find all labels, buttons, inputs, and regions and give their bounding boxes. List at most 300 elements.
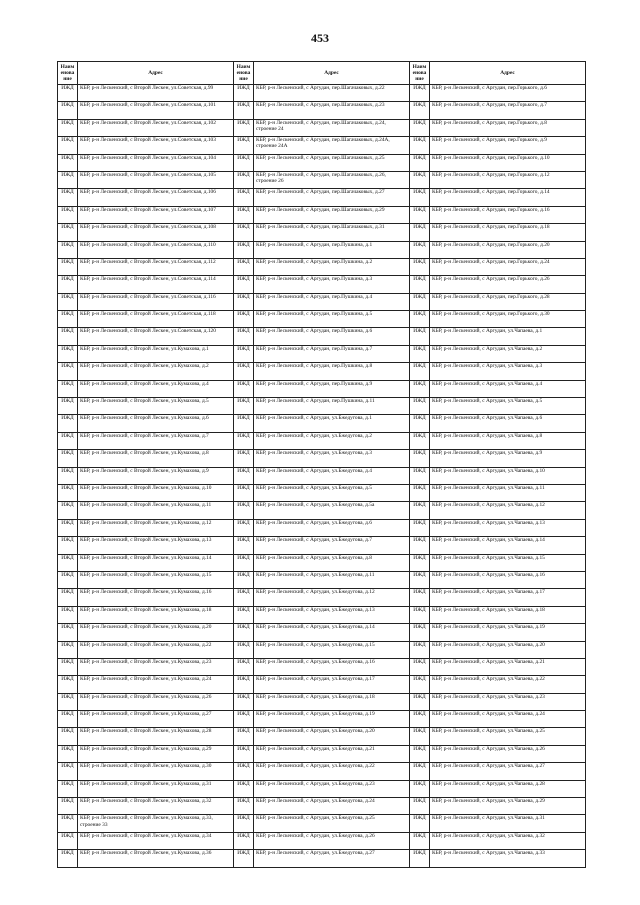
table-row [58,780,586,797]
object-type-cell: ИЖД [234,241,254,258]
object-type-cell: ИЖД [234,589,254,606]
address-cell: КБР, р-н Лескенский, с Второй Лескен, ул.Кумахова, д.29 [78,745,234,762]
address-cell: КБР, р-н Лескенский, с Аргудан, пер.Пушкина, д.1 [254,241,410,258]
address-cell: КБР, р-н Лескенский, с Аргудан, ул.Чапаева, д.13 [430,519,586,536]
object-type-cell: ИЖД [58,415,78,432]
address-cell: КБР, р-н Лескенский, с Второй Лескен, ул.Советская, д.116 [78,293,234,310]
object-type-cell: ИЖД [234,467,254,484]
header-address-3: Адрес [430,62,586,85]
object-type-cell: ИЖД [58,815,78,832]
table-row [58,363,586,380]
page-number: 453 [311,31,329,45]
object-type-cell: ИЖД [58,676,78,693]
address-cell: КБР, р-н Лескенский, с Второй Лескен, ул.Советская, д.114 [78,276,234,293]
object-type-cell: ИЖД [234,815,254,832]
object-type-cell: ИЖД [234,728,254,745]
table-row [58,398,586,415]
object-type-cell: ИЖД [234,415,254,432]
object-type-cell: ИЖД [410,398,430,415]
address-cell: КБР, р-н Лескенский, с Аргудан, ул.Чапаева, д.24 [430,711,586,728]
address-cell: КБР, р-н Лескенский, с Аргудан, ул.Чапаева, д.9 [430,450,586,467]
address-cell: КБР, р-н Лескенский, с Аргудан, ул.Бжедугова, д.3 [254,450,410,467]
object-type-cell: ИЖД [58,363,78,380]
address-cell: КБР, р-н Лескенский, с Аргудан, ул.Чапаева, д.10 [430,467,586,484]
address-cell: КБР, р-н Лескенский, с Второй Лескен, ул.Кумахова, д.31 [78,780,234,797]
object-type-cell: ИЖД [234,658,254,675]
object-type-cell: ИЖД [58,537,78,554]
header-name-3: Наим енова ние [410,62,430,85]
object-type-cell: ИЖД [234,345,254,362]
object-type-cell: ИЖД [58,328,78,345]
address-cell: КБР, р-н Лескенский, с Аргудан, ул.Чапаева, д.23 [430,693,586,710]
object-type-cell: ИЖД [58,502,78,519]
object-type-cell: ИЖД [58,571,78,588]
address-cell: КБР, р-н Лескенский, с Аргудан, ул.Бжедугова, д.25 [254,815,410,832]
address-cell: КБР, р-н Лескенский, с Аргудан, пер.Пушкина, д.3 [254,276,410,293]
object-type-cell: ИЖД [410,189,430,206]
object-type-cell: ИЖД [58,850,78,867]
address-cell: КБР, р-н Лескенский, с Второй Лескен, ул.Кумахова, д.8 [78,450,234,467]
address-cell: КБР, р-н Лескенский, с Аргудан, пер.Горького, д.20 [430,241,586,258]
address-cell: КБР, р-н Лескенский, с Второй Лескен, ул.Кумахова, д.12 [78,519,234,536]
object-type-cell: ИЖД [58,276,78,293]
address-cell: КБР, р-н Лескенский, с Второй Лескен, ул.Кумахова, д.1 [78,345,234,362]
object-type-cell: ИЖД [58,137,78,154]
object-type-cell: ИЖД [410,154,430,171]
address-cell: КБР, р-н Лескенский, с Второй Лескен, ул.Советская, д.103 [78,137,234,154]
object-type-cell: ИЖД [58,345,78,362]
table-body [58,85,586,868]
object-type-cell: ИЖД [58,519,78,536]
table-row [58,241,586,258]
object-type-cell: ИЖД [410,606,430,623]
table-row [58,345,586,362]
address-cell: КБР, р-н Лескенский, с Аргудан, пер.Горького, д.10 [430,154,586,171]
table-row [58,293,586,310]
object-type-cell: ИЖД [410,537,430,554]
object-type-cell: ИЖД [410,589,430,606]
object-type-cell: ИЖД [234,519,254,536]
address-cell: КБР, р-н Лескенский, с Аргудан, пер.Шагачаковых, д.31 [254,224,410,241]
address-cell: КБР, р-н Лескенский, с Аргудан, пер.Пушкина, д.9 [254,380,410,397]
table-row [58,450,586,467]
object-type-cell: ИЖД [410,502,430,519]
address-cell: КБР, р-н Лескенский, с Второй Лескен, ул.Кумахова, д.22 [78,641,234,658]
address-cell: КБР, р-н Лескенский, с Аргудан, ул.Бжедугова, д.18 [254,693,410,710]
object-type-cell: ИЖД [410,345,430,362]
object-type-cell: ИЖД [234,554,254,571]
object-type-cell: ИЖД [410,519,430,536]
address-cell: КБР, р-н Лескенский, с Аргудан, пер.Пушкина, д.5 [254,311,410,328]
address-cell: КБР, р-н Лескенский, с Второй Лескен, ул.Кумахова, д.11 [78,502,234,519]
address-cell: КБР, р-н Лескенский, с Аргудан, ул.Бжедугова, д.7 [254,537,410,554]
object-type-cell: ИЖД [410,571,430,588]
table-row [58,119,586,136]
table-row [58,206,586,223]
address-cell: КБР, р-н Лескенский, с Аргудан, ул.Чапаева, д.31 [430,815,586,832]
object-type-cell: ИЖД [410,484,430,501]
address-cell: КБР, р-н Лескенский, с Аргудан, ул.Бжедугова, д.19 [254,711,410,728]
address-cell: КБР, р-н Лескенский, с Второй Лескен, ул.Кумахова, д.18 [78,606,234,623]
address-cell: КБР, р-н Лескенский, с Аргудан, ул.Бжедугова, д.17 [254,676,410,693]
object-type-cell: ИЖД [58,589,78,606]
table-row [58,606,586,623]
address-cell: КБР, р-н Лескенский, с Второй Лескен, ул.Кумахова, д.10 [78,484,234,501]
address-cell: КБР, р-н Лескенский, с Аргудан, пер.Горького, д.18 [430,224,586,241]
object-type-cell: ИЖД [410,850,430,867]
table-row [58,137,586,154]
address-cell: КБР, р-н Лескенский, с Второй Лескен, ул.Кумахова, д.34 [78,832,234,849]
address-cell: КБР, р-н Лескенский, с Аргудан, ул.Бжедугова, д.8 [254,554,410,571]
address-cell: КБР, р-н Лескенский, с Второй Лескен, ул.Советская, д.120 [78,328,234,345]
address-cell: КБР, р-н Лескенский, с Аргудан, ул.Бжедугова, д.22 [254,763,410,780]
object-type-cell: ИЖД [234,137,254,154]
object-type-cell: ИЖД [234,450,254,467]
object-type-cell: ИЖД [58,554,78,571]
object-type-cell: ИЖД [234,502,254,519]
table-row [58,711,586,728]
address-cell: КБР, р-н Лескенский, с Второй Лескен, ул.Кумахова, д.26 [78,693,234,710]
table-row [58,624,586,641]
address-cell: КБР, р-н Лескенский, с Аргудан, ул.Чапаева, д.33 [430,850,586,867]
object-type-cell: ИЖД [58,102,78,119]
object-type-cell: ИЖД [410,798,430,815]
address-cell: КБР, р-н Лескенский, с Второй Лескен, ул.Советская, д.107 [78,206,234,223]
address-cell: КБР, р-н Лескенский, с Аргудан, ул.Чапаева, д.5 [430,398,586,415]
table-row [58,467,586,484]
address-cell: КБР, р-н Лескенский, с Аргудан, ул.Бжедугова, д.13 [254,606,410,623]
object-type-cell: ИЖД [58,711,78,728]
object-type-cell: ИЖД [410,206,430,223]
object-type-cell: ИЖД [58,311,78,328]
object-type-cell: ИЖД [410,380,430,397]
table-row [58,258,586,275]
object-type-cell: ИЖД [234,484,254,501]
object-type-cell: ИЖД [58,467,78,484]
address-cell: КБР, р-н Лескенский, с Аргудан, ул.Бжедугова, д.26 [254,832,410,849]
object-type-cell: ИЖД [234,398,254,415]
address-cell: КБР, р-н Лескенский, с Аргудан, ул.Бжедугова, д.24 [254,798,410,815]
address-cell: КБР, р-н Лескенский, с Аргудан, пер.Горького, д.7 [430,102,586,119]
table-row [58,554,586,571]
object-type-cell: ИЖД [58,745,78,762]
address-cell: КБР, р-н Лескенский, с Аргудан, пер.Шагачаковых, д.26, строение 26 [254,171,410,188]
address-cell: КБР, р-н Лескенский, с Аргудан, пер.Шагачаковых, д.25 [254,154,410,171]
address-cell: КБР, р-н Лескенский, с Второй Лескен, ул.Кумахова, д.5 [78,398,234,415]
object-type-cell: ИЖД [58,224,78,241]
object-type-cell: ИЖД [410,363,430,380]
object-type-cell: ИЖД [58,728,78,745]
object-type-cell: ИЖД [58,641,78,658]
header-address-2: Адрес [254,62,410,85]
header-address-1: Адрес [78,62,234,85]
address-cell: КБР, р-н Лескенский, с Второй Лескен, ул.Кумахова, д.7 [78,432,234,449]
table-row [58,728,586,745]
object-type-cell: ИЖД [234,363,254,380]
object-type-cell: ИЖД [58,798,78,815]
table-row [58,798,586,815]
address-cell: КБР, р-н Лескенский, с Второй Лескен, ул.Советская, д.118 [78,311,234,328]
address-cell: КБР, р-н Лескенский, с Второй Лескен, ул.Кумахова, д.6 [78,415,234,432]
object-type-cell: ИЖД [410,763,430,780]
object-type-cell: ИЖД [234,224,254,241]
table-row [58,850,586,867]
address-cell: КБР, р-н Лескенский, с Аргудан, ул.Чапаева, д.11 [430,484,586,501]
address-cell: КБР, р-н Лескенский, с Второй Лескен, ул.Кумахова, д.30 [78,763,234,780]
object-type-cell: ИЖД [234,154,254,171]
object-type-cell: ИЖД [410,658,430,675]
object-type-cell: ИЖД [234,624,254,641]
object-type-cell: ИЖД [410,137,430,154]
table-row [58,693,586,710]
address-cell: КБР, р-н Лескенский, с Второй Лескен, ул.Советская, д.105 [78,171,234,188]
table-row [58,519,586,536]
address-cell: КБР, р-н Лескенский, с Аргудан, пер.Горького, д.28 [430,293,586,310]
table-row [58,415,586,432]
address-cell: КБР, р-н Лескенский, с Аргудан, ул.Бжедугова, д.11 [254,571,410,588]
table-row [58,432,586,449]
address-cell: КБР, р-н Лескенский, с Аргудан, ул.Чапаева, д.14 [430,537,586,554]
object-type-cell: ИЖД [410,311,430,328]
address-cell: КБР, р-н Лескенский, с Аргудан, пер.Шагачаковых, д.29 [254,206,410,223]
table-row [58,537,586,554]
object-type-cell: ИЖД [410,745,430,762]
address-cell: КБР, р-н Лескенский, с Аргудан, пер.Пушкина, д.6 [254,328,410,345]
object-type-cell: ИЖД [234,537,254,554]
table-row [58,571,586,588]
address-cell: КБР, р-н Лескенский, с Второй Лескен, ул.Кумахова, д.33, строение 33 [78,815,234,832]
object-type-cell: ИЖД [58,189,78,206]
object-type-cell: ИЖД [410,241,430,258]
table-row [58,763,586,780]
object-type-cell: ИЖД [410,450,430,467]
header-name-1: Наим енова ние [58,62,78,85]
address-cell: КБР, р-н Лескенский, с Второй Лескен, ул.Советская, д.108 [78,224,234,241]
address-cell: КБР, р-н Лескенский, с Второй Лескен, ул.Кумахова, д.20 [78,624,234,641]
address-table [57,61,586,868]
object-type-cell: ИЖД [234,432,254,449]
address-cell: КБР, р-н Лескенский, с Аргудан, пер.Горького, д.8 [430,119,586,136]
address-cell: КБР, р-н Лескенский, с Аргудан, ул.Чапаева, д.28 [430,780,586,797]
address-cell: КБР, р-н Лескенский, с Аргудан, пер.Горького, д.9 [430,137,586,154]
object-type-cell: ИЖД [58,606,78,623]
object-type-cell: ИЖД [234,606,254,623]
address-cell: КБР, р-н Лескенский, с Второй Лескен, ул.Кумахова, д.13 [78,537,234,554]
address-cell: КБР, р-н Лескенский, с Аргудан, ул.Чапаева, д.19 [430,624,586,641]
address-cell: КБР, р-н Лескенский, с Аргудан, ул.Чапаева, д.18 [430,606,586,623]
object-type-cell: ИЖД [58,780,78,797]
object-type-cell: ИЖД [234,293,254,310]
table-row [58,502,586,519]
address-cell: КБР, р-н Лескенский, с Аргудан, ул.Чапаева, д.32 [430,832,586,849]
address-cell: КБР, р-н Лескенский, с Аргудан, ул.Чапаева, д.2 [430,345,586,362]
address-cell: КБР, р-н Лескенский, с Аргудан, пер.Горького, д.26 [430,276,586,293]
table-row [58,171,586,188]
address-cell: КБР, р-н Лескенский, с Аргудан, пер.Горького, д.16 [430,206,586,223]
address-cell: КБР, р-н Лескенский, с Аргудан, пер.Горького, д.24 [430,258,586,275]
object-type-cell: ИЖД [234,798,254,815]
address-cell: КБР, р-н Лескенский, с Аргудан, ул.Чапаева, д.6 [430,415,586,432]
address-cell: КБР, р-н Лескенский, с Аргудан, ул.Бжедугова, д.2 [254,432,410,449]
table-row [58,589,586,606]
address-cell: КБР, р-н Лескенский, с Аргудан, ул.Чапаева, д.12 [430,502,586,519]
object-type-cell: ИЖД [234,832,254,849]
table-row [58,102,586,119]
address-cell: КБР, р-н Лескенский, с Второй Лескен, ул.Советская, д.110 [78,241,234,258]
address-cell: КБР, р-н Лескенский, с Аргудан, ул.Чапаева, д.8 [430,432,586,449]
address-cell: КБР, р-н Лескенский, с Второй Лескен, ул.Кумахова, д.23 [78,658,234,675]
table-row [58,311,586,328]
table-row [58,658,586,675]
table-row [58,641,586,658]
object-type-cell: ИЖД [234,311,254,328]
object-type-cell: ИЖД [58,398,78,415]
table-row [58,154,586,171]
object-type-cell: ИЖД [410,624,430,641]
address-cell: КБР, р-н Лескенский, с Аргудан, ул.Бжедугова, д.27 [254,850,410,867]
address-cell: КБР, р-н Лескенский, с Второй Лескен, ул.Кумахова, д.36 [78,850,234,867]
object-type-cell: ИЖД [58,432,78,449]
object-type-cell: ИЖД [58,380,78,397]
object-type-cell: ИЖД [234,641,254,658]
address-cell: КБР, р-н Лескенский, с Аргудан, ул.Бжедугова, д.5а [254,502,410,519]
object-type-cell: ИЖД [410,258,430,275]
object-type-cell: ИЖД [58,693,78,710]
address-cell: КБР, р-н Лескенский, с Второй Лескен, ул.Кумахова, д.28 [78,728,234,745]
object-type-cell: ИЖД [410,102,430,119]
object-type-cell: ИЖД [234,380,254,397]
table-row [58,676,586,693]
address-cell: КБР, р-н Лескенский, с Аргудан, пер.Горького, д.6 [430,85,586,102]
table-header-row [58,62,586,85]
address-cell: КБР, р-н Лескенский, с Аргудан, пер.Пушкина, д.2 [254,258,410,275]
address-cell: КБР, р-н Лескенский, с Аргудан, ул.Чапаева, д.15 [430,554,586,571]
address-cell: КБР, р-н Лескенский, с Второй Лескен, ул.Кумахова, д.4 [78,380,234,397]
address-cell: КБР, р-н Лескенский, с Аргудан, ул.Чапаева, д.3 [430,363,586,380]
address-cell: КБР, р-н Лескенский, с Аргудан, пер.Горького, д.30 [430,311,586,328]
object-type-cell: ИЖД [410,224,430,241]
object-type-cell: ИЖД [58,119,78,136]
object-type-cell: ИЖД [410,276,430,293]
object-type-cell: ИЖД [410,693,430,710]
address-cell: КБР, р-н Лескенский, с Второй Лескен, ул.Советская, д.106 [78,189,234,206]
address-cell: КБР, р-н Лескенский, с Второй Лескен, ул.Кумахова, д.14 [78,554,234,571]
object-type-cell: ИЖД [234,171,254,188]
address-cell: КБР, р-н Лескенский, с Второй Лескен, ул.Советская, д.104 [78,154,234,171]
address-cell: КБР, р-н Лескенский, с Аргудан, ул.Чапаева, д.27 [430,763,586,780]
object-type-cell: ИЖД [234,676,254,693]
address-cell: КБР, р-н Лескенский, с Аргудан, пер.Шагачаковых, д.24А, строение 24А [254,137,410,154]
object-type-cell: ИЖД [234,189,254,206]
address-cell: КБР, р-н Лескенский, с Второй Лескен, ул.Советская, д.112 [78,258,234,275]
address-cell: КБР, р-н Лескенский, с Второй Лескен, ул.Кумахова, д.15 [78,571,234,588]
table-row [58,276,586,293]
object-type-cell: ИЖД [234,102,254,119]
table-row [58,380,586,397]
object-type-cell: ИЖД [58,154,78,171]
table-row [58,745,586,762]
address-cell: КБР, р-н Лескенский, с Аргудан, ул.Чапаева, д.25 [430,728,586,745]
address-cell: КБР, р-н Лескенский, с Аргудан, ул.Бжедугова, д.12 [254,589,410,606]
address-cell: КБР, р-н Лескенский, с Аргудан, ул.Чапаева, д.1 [430,328,586,345]
object-type-cell: ИЖД [234,85,254,102]
address-cell: КБР, р-н Лескенский, с Второй Лескен, ул.Советская, д.99 [78,85,234,102]
table-row [58,328,586,345]
header-name-2: Наим енова ние [234,62,254,85]
address-cell: КБР, р-н Лескенский, с Второй Лескен, ул.Кумахова, д.27 [78,711,234,728]
address-cell: КБР, р-н Лескенский, с Второй Лескен, ул.Советская, д.102 [78,119,234,136]
address-cell: КБР, р-н Лескенский, с Аргудан, пер.Горького, д.12 [430,171,586,188]
address-cell: КБР, р-н Лескенский, с Аргудан, пер.Пушкина, д.11 [254,398,410,415]
address-cell: КБР, р-н Лескенский, с Аргудан, пер.Пушкина, д.7 [254,345,410,362]
object-type-cell: ИЖД [58,450,78,467]
address-cell: КБР, р-н Лескенский, с Аргудан, ул.Чапаева, д.29 [430,798,586,815]
object-type-cell: ИЖД [58,624,78,641]
object-type-cell: ИЖД [234,206,254,223]
address-cell: КБР, р-н Лескенский, с Второй Лескен, ул.Кумахова, д.16 [78,589,234,606]
object-type-cell: ИЖД [234,711,254,728]
object-type-cell: ИЖД [410,815,430,832]
address-cell: КБР, р-н Лескенский, с Аргудан, пер.Шагачаковых, д.27 [254,189,410,206]
address-cell: КБР, р-н Лескенский, с Аргудан, ул.Бжедугова, д.16 [254,658,410,675]
object-type-cell: ИЖД [410,467,430,484]
object-type-cell: ИЖД [234,763,254,780]
address-cell: КБР, р-н Лескенский, с Аргудан, ул.Бжедугова, д.1 [254,415,410,432]
address-cell: КБР, р-н Лескенский, с Второй Лескен, ул.Советская, д.101 [78,102,234,119]
table-row [58,85,586,102]
address-cell: КБР, р-н Лескенский, с Аргудан, ул.Бжедугова, д.15 [254,641,410,658]
object-type-cell: ИЖД [234,276,254,293]
address-cell: КБР, р-н Лескенский, с Аргудан, ул.Чапаева, д.17 [430,589,586,606]
object-type-cell: ИЖД [410,293,430,310]
object-type-cell: ИЖД [58,763,78,780]
table-row [58,224,586,241]
object-type-cell: ИЖД [58,241,78,258]
table-row [58,815,586,832]
object-type-cell: ИЖД [410,554,430,571]
object-type-cell: ИЖД [410,728,430,745]
table-row [58,189,586,206]
object-type-cell: ИЖД [58,484,78,501]
address-cell: КБР, р-н Лескенский, с Аргудан, пер.Шагачаковых, д.22 [254,85,410,102]
object-type-cell: ИЖД [410,711,430,728]
object-type-cell: ИЖД [410,676,430,693]
address-cell: КБР, р-н Лескенский, с Аргудан, ул.Бжедугова, д.23 [254,780,410,797]
address-cell: КБР, р-н Лескенский, с Второй Лескен, ул.Кумахова, д.2 [78,363,234,380]
object-type-cell: ИЖД [410,832,430,849]
object-type-cell: ИЖД [234,850,254,867]
address-cell: КБР, р-н Лескенский, с Аргудан, ул.Чапаева, д.21 [430,658,586,675]
address-cell: КБР, р-н Лескенский, с Аргудан, пер.Пушкина, д.4 [254,293,410,310]
object-type-cell: ИЖД [58,171,78,188]
object-type-cell: ИЖД [58,258,78,275]
object-type-cell: ИЖД [234,119,254,136]
object-type-cell: ИЖД [234,258,254,275]
object-type-cell: ИЖД [234,693,254,710]
address-cell: КБР, р-н Лескенский, с Аргудан, ул.Чапаева, д.16 [430,571,586,588]
object-type-cell: ИЖД [58,85,78,102]
address-cell: КБР, р-н Лескенский, с Аргудан, ул.Бжедугова, д.6 [254,519,410,536]
object-type-cell: ИЖД [234,780,254,797]
object-type-cell: ИЖД [58,293,78,310]
object-type-cell: ИЖД [410,119,430,136]
object-type-cell: ИЖД [234,571,254,588]
address-cell: КБР, р-н Лескенский, с Аргудан, ул.Бжедугова, д.4 [254,467,410,484]
object-type-cell: ИЖД [234,328,254,345]
address-cell: КБР, р-н Лескенский, с Аргудан, пер.Горького, д.14 [430,189,586,206]
object-type-cell: ИЖД [58,832,78,849]
address-cell: КБР, р-н Лескенский, с Второй Лескен, ул.Кумахова, д.9 [78,467,234,484]
